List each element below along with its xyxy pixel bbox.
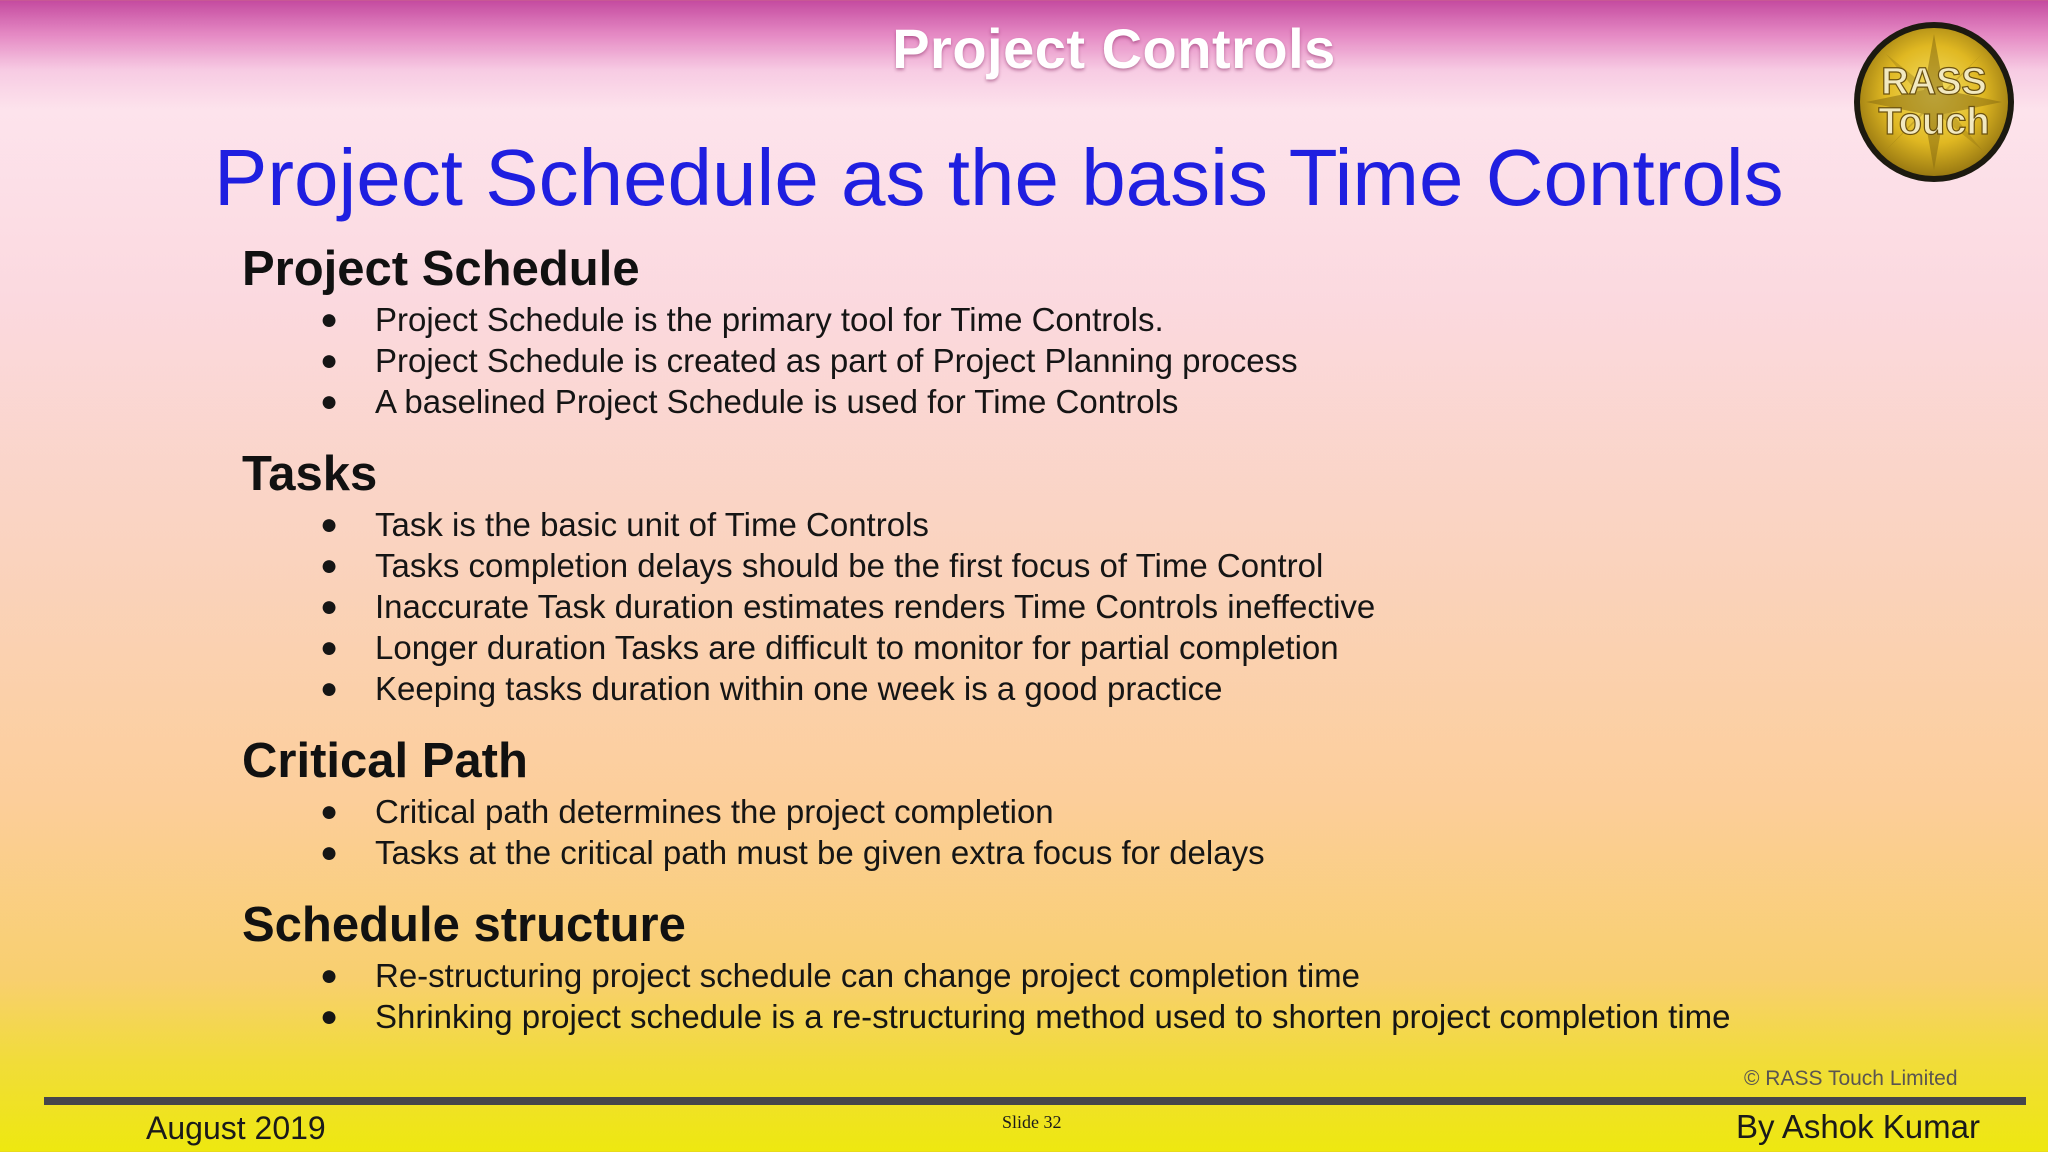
section-project-schedule [242, 239, 1842, 422]
bullet-dot: ● [320, 508, 339, 541]
section-schedule-structure [242, 895, 1842, 1037]
bullet-item [242, 996, 1842, 1037]
bullet-dot: ● [320, 1000, 339, 1033]
bullet-text: Tasks completion delays should be the first focus of Time Control [375, 547, 1324, 584]
bullet-item [242, 627, 1842, 668]
slide-content [242, 239, 1842, 1059]
bullet-item [242, 832, 1842, 873]
bullet-dot: ● [320, 590, 339, 623]
slide-title: Project Schedule as the basis Time Controls [214, 133, 1784, 222]
bullet-dot: ● [320, 836, 339, 869]
bullet-dot: ● [320, 631, 339, 664]
bullet-list [242, 791, 1842, 873]
footer-date: August 2019 [146, 1110, 326, 1146]
bullet-text: Re-structuring project schedule can change project completion time [375, 957, 1361, 994]
bullet-item [242, 504, 1842, 545]
bullet-text: Critical path determines the project completion [375, 793, 1054, 830]
footer-author: By Ashok Kumar [1736, 1108, 1980, 1145]
bullet-text: Tasks at the critical path must be given extra focus for delays [375, 834, 1265, 871]
section-heading: Critical Path [242, 734, 528, 788]
section-tasks [242, 444, 1842, 709]
bullet-dot: ● [320, 672, 339, 705]
bullet-list [242, 299, 1842, 422]
section-heading: Tasks [242, 447, 378, 501]
bullet-text: Longer duration Tasks are difficult to monitor for partial completion [375, 629, 1339, 666]
bullet-item [242, 340, 1842, 381]
section-critical-path [242, 731, 1842, 873]
bullet-list [242, 955, 1842, 1037]
bullet-dot: ● [320, 344, 339, 377]
section-heading: Project Schedule [242, 242, 640, 296]
slide-number: Slide 32 [1002, 1112, 1062, 1132]
bullet-text: Task is the basic unit of Time Controls [375, 506, 929, 543]
bullet-text: Inaccurate Task duration estimates renders Time Controls ineffective [375, 588, 1376, 625]
bullet-dot: ● [320, 303, 339, 336]
bullet-item [242, 381, 1842, 422]
rass-touch-logo [1852, 20, 2016, 184]
bullet-dot: ● [320, 959, 339, 992]
bullet-item [242, 586, 1842, 627]
bullet-text: A baselined Project Schedule is used for Time Controls [375, 383, 1179, 420]
logo-text-touch: Touch [1878, 101, 1990, 143]
bullet-item [242, 668, 1842, 709]
bullet-text: Shrinking project schedule is a re-structuring method used to shorten project completion time [375, 998, 1731, 1035]
bullet-text: Project Schedule is created as part of Project Planning process [375, 342, 1298, 379]
bullet-item [242, 299, 1842, 340]
bullet-text: Project Schedule is the primary tool for Time Controls. [375, 301, 1164, 338]
footer-divider [44, 1097, 2026, 1105]
header-title: Project Controls [892, 17, 1336, 80]
bullet-item [242, 955, 1842, 996]
bullet-dot: ● [320, 795, 339, 828]
bullet-text: Keeping tasks duration within one week is a good practice [375, 670, 1223, 707]
bullet-item [242, 791, 1842, 832]
section-heading: Schedule structure [242, 898, 686, 952]
bullet-list [242, 504, 1842, 709]
bullet-dot: ● [320, 549, 339, 582]
bullet-dot: ● [320, 385, 339, 418]
bullet-item [242, 545, 1842, 586]
copyright-notice: © RASS Touch Limited [1744, 1067, 1958, 1090]
logo-text-rass: RASS [1881, 61, 1987, 103]
